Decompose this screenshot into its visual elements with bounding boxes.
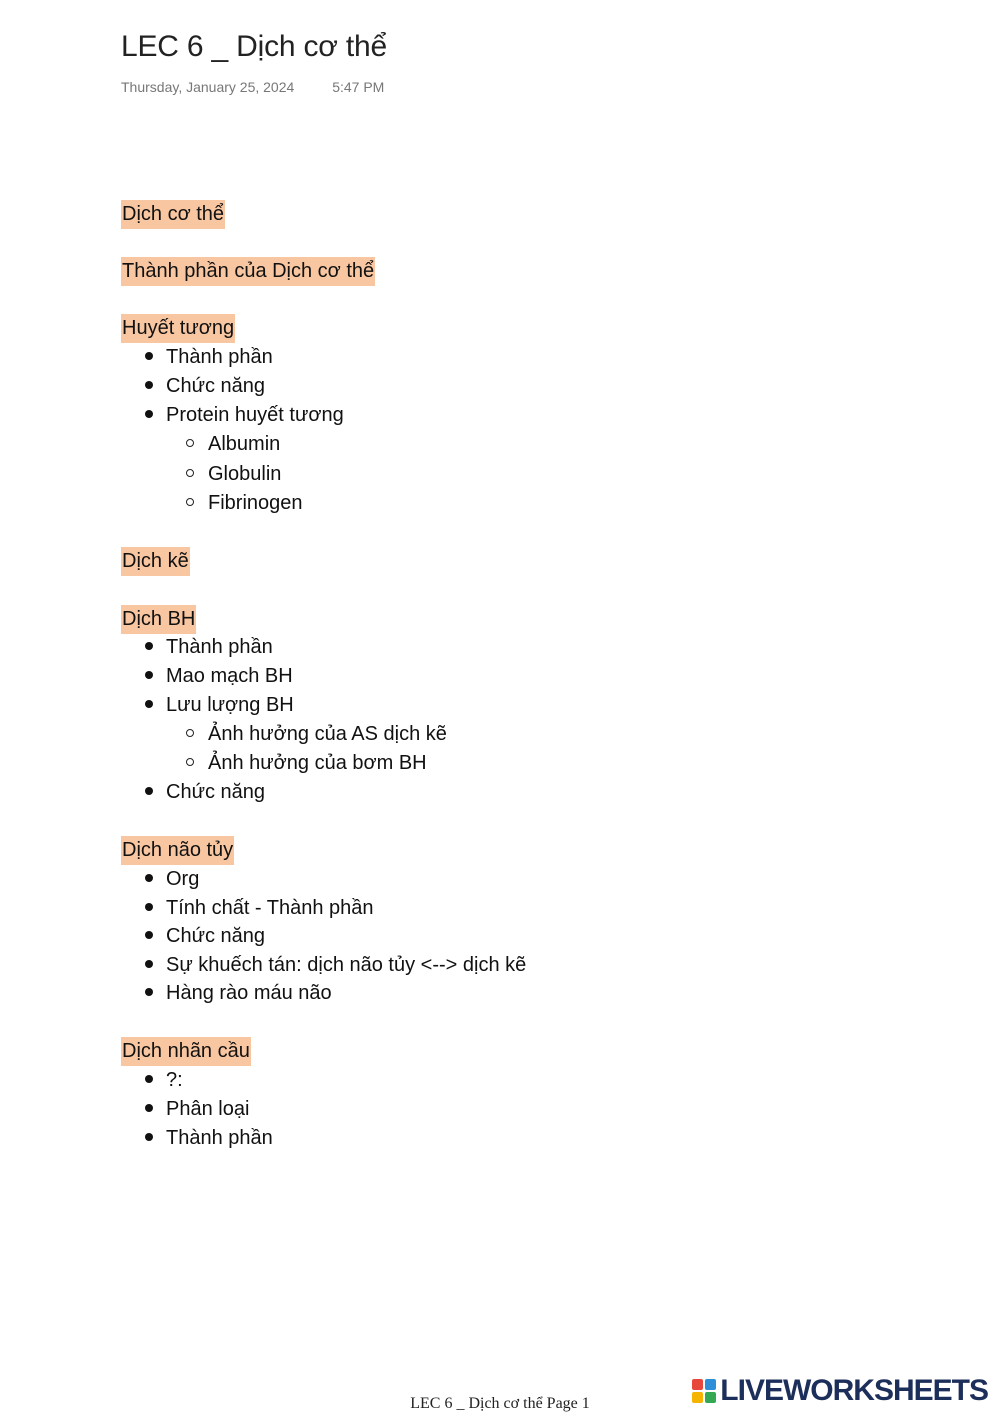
list-item: Thành phần xyxy=(145,343,273,372)
logo-tiles-icon xyxy=(692,1379,716,1403)
section-heading: Thành phần của Dịch cơ thể xyxy=(121,257,375,286)
list-item: Protein huyết tương xyxy=(145,401,344,430)
list-item: Thành phần xyxy=(145,1124,273,1153)
list-item: Sự khuếch tán: dịch não tủy <--> dịch kẽ xyxy=(145,951,526,980)
section-heading: Dịch BH xyxy=(121,605,196,634)
list-item: Org xyxy=(145,865,199,894)
page-date: Thursday, January 25, 2024 xyxy=(121,79,295,95)
logo-text: LIVEWORKSHEETS xyxy=(720,1374,988,1407)
sub-list-item: Fibrinogen xyxy=(186,489,303,518)
sub-list-item: Globulin xyxy=(186,460,281,489)
list-item: Thành phần xyxy=(145,633,273,662)
section-heading: Dịch não tủy xyxy=(121,836,234,865)
list-item: Mao mạch BH xyxy=(145,662,293,691)
liveworksheets-logo xyxy=(692,1373,988,1409)
list-item: Tính chất - Thành phần xyxy=(145,894,374,923)
sub-list-item: Albumin xyxy=(186,430,280,459)
logo-tile-blue xyxy=(705,1379,716,1390)
logo-tile-green xyxy=(705,1392,716,1403)
list-item: Chức năng xyxy=(145,922,265,951)
list-item: ?: xyxy=(145,1066,183,1095)
section-heading: Dịch cơ thể xyxy=(121,200,225,229)
logo-tile-red xyxy=(692,1379,703,1390)
section-heading: Huyết tương xyxy=(121,314,235,343)
sub-list-item: Ảnh hưởng của bơm BH xyxy=(186,749,427,778)
logo-tile-yellow xyxy=(692,1392,703,1403)
list-item: Hàng rào máu não xyxy=(145,979,332,1008)
list-item: Phân loại xyxy=(145,1095,249,1124)
list-item: Chức năng xyxy=(145,778,265,807)
section-heading: Dịch nhãn cầu xyxy=(121,1037,251,1066)
page-time: 5:47 PM xyxy=(332,79,385,95)
sub-list-item: Ảnh hưởng của AS dịch kẽ xyxy=(186,720,447,749)
page-timestamp xyxy=(121,79,384,95)
page-title: LEC 6 _ Dịch cơ thể xyxy=(121,30,387,63)
list-item: Chức năng xyxy=(145,372,265,401)
list-item: Lưu lượng BH xyxy=(145,691,294,720)
page-footer: LEC 6 _ Dịch cơ thể Page 1 xyxy=(410,1395,590,1412)
section-heading: Dịch kẽ xyxy=(121,547,190,576)
